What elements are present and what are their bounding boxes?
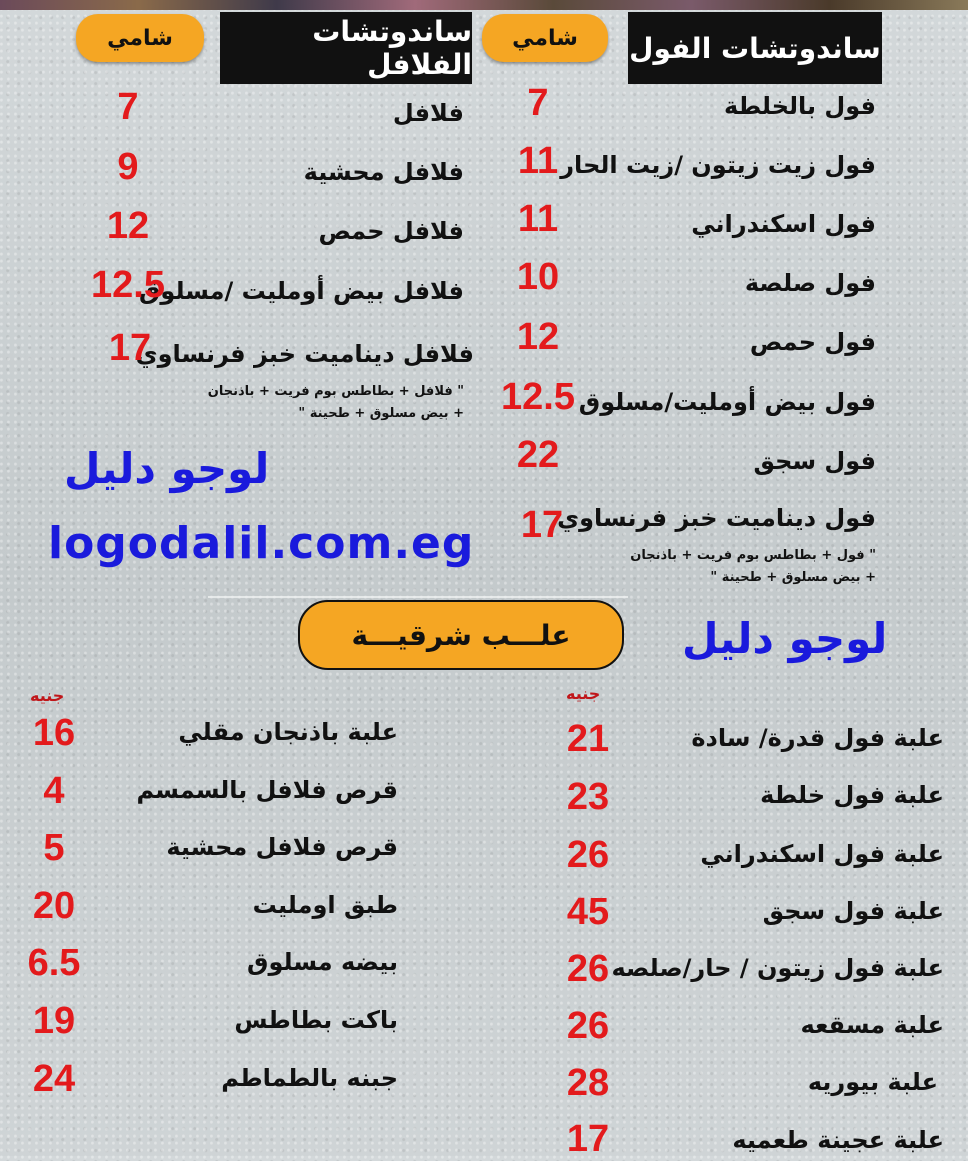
menu-item-name: علبة باذنجان مقلي [178,718,398,746]
menu-item-price: 6.5 [27,942,81,984]
menu-item-name: فلافل بيض أومليت /مسلوق [138,277,464,305]
menu-item-name: بيضه مسلوق [247,948,398,976]
top-photo-strip [0,0,968,10]
menu-item-name: فلافل ديناميت خبز فرنساوي [135,340,474,368]
menu-item-price: 11 [517,140,559,182]
menu-item-price: 26 [566,834,610,876]
menu-item-name: فلافل [392,99,464,127]
menu-item-price: 17 [520,504,564,546]
menu-item-price: 17 [108,327,152,369]
menu-item-name: علبة فول اسكندراني [700,840,944,868]
menu-item-price: 22 [516,434,560,476]
menu-item-price: 12.5 [91,264,165,306]
menu-item-name: علبة عجينة طعميه [732,1126,944,1154]
falafel-shami-badge: شامي [76,14,204,62]
menu-item-name: فول ديناميت خبز فرنساوي [557,504,876,532]
currency-label: جنيه [566,684,601,703]
menu-item-name: علبة فول سجق [762,897,944,925]
falafel-dynamite-note: + بيض مسلوق + طحينة " [298,406,464,421]
section-divider [208,596,628,598]
menu-item-price: 16 [32,712,76,754]
menu-item-name: فلافل حمص [318,217,464,245]
menu-item-name: طبق اومليت [252,891,398,919]
menu-item-price: 12.5 [501,376,575,418]
menu-item-name: فول صلصة [744,269,876,297]
menu-item-name: باكت بطاطس [234,1006,398,1034]
menu-item-price: 21 [566,718,610,760]
menu-item-price: 12 [106,205,150,247]
menu-item-price: 12 [516,316,560,358]
watermark-text-arabic: لوجو دليل [682,614,888,663]
oriental-boxes-title: علـــب شرقيـــة [298,600,624,670]
falafel-sandwiches-header: ساندوتشات الفلافل [220,12,472,84]
menu-item-price: 4 [43,770,65,812]
ful-dynamite-note: + بيض مسلوق + طحينة " [710,570,876,585]
menu-item-price: 10 [516,256,560,298]
menu-item-price: 7 [527,82,549,124]
menu-item-price: 9 [117,146,139,188]
menu-item-name: علبة فول قدرة/ سادة [691,724,944,752]
menu-item-price: 7 [117,86,139,128]
menu-item-price: 24 [32,1058,76,1100]
menu-item-price: 20 [32,885,76,927]
menu-item-name: فول بالخلطة [723,92,876,120]
menu-item-name: قرص فلافل محشية [166,833,398,861]
menu-item-price: 26 [566,948,610,990]
falafel-dynamite-note: " فلافل + بطاطس بوم فريت + باذنجان [207,384,464,399]
menu-item-price: 23 [566,776,610,818]
menu-item-price: 26 [566,1005,610,1047]
menu-item-price: 28 [566,1062,610,1104]
menu-item-name: قرص فلافل بالسمسم [136,776,398,804]
currency-label: جنيه [30,686,65,705]
ful-shami-badge: شامي [482,14,608,62]
menu-item-name: فول زيت زيتون /زيت الحار [560,151,876,179]
menu-item-name: جبنه بالطماطم [221,1064,398,1092]
menu-item-price: 45 [566,891,610,933]
ful-sandwiches-header: ساندوتشات الفول [628,12,882,84]
menu-item-name: فول بيض أومليت/مسلوق [578,388,876,416]
menu-item-price: 5 [43,827,65,869]
menu-item-name: علبة بيوريه [807,1068,938,1096]
watermark-text-arabic: لوجو دليل [64,444,270,493]
ful-dynamite-note: " فول + بطاطس بوم فريت + باذنجان [630,548,876,563]
menu-item-price: 17 [566,1118,610,1160]
menu-item-name: فول سجق [753,447,876,475]
menu-item-name: فلافل محشية [303,158,464,186]
menu-item-price: 19 [32,1000,76,1042]
menu-item-name: فول حمص [749,328,876,356]
menu-item-name: علبة فول زيتون / حار/صلصه [611,954,944,982]
menu-item-name: فول اسكندراني [691,210,876,238]
watermark-url: logodalil.com.eg [48,518,475,569]
menu-item-price: 11 [517,198,559,240]
menu-item-name: علبة فول خلطة [760,781,944,809]
menu-item-name: علبة مسقعه [800,1011,944,1039]
